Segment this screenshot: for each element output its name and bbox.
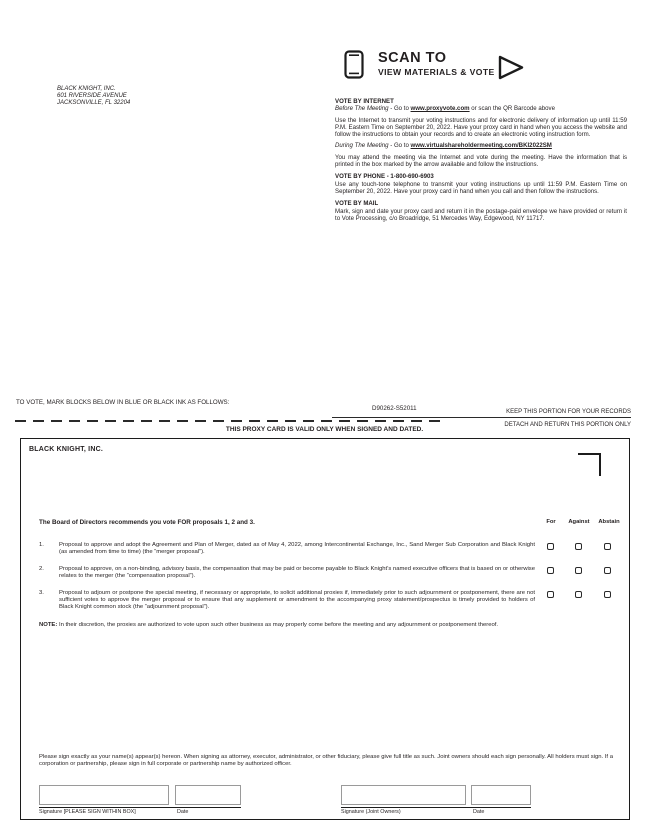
signature-left-label: Signature [PLEASE SIGN WITHIN BOX] [39,809,136,815]
document-code: D90262-S52011 [372,405,417,412]
mail-paragraph: Mark, sign and date your proxy card and return it in the postage-paid envelope we have provided or return it to Vote Processing, c/o Broadridge, 51 Mercedes Way, Edgewood, NY 11717. [335,207,627,222]
valid-when-signed-text: THIS PROXY CARD IS VALID ONLY WHEN SIGNED AND DATED. [225,426,424,433]
return-address [57,86,130,108]
company-name: BLACK KNIGHT, INC. [29,446,103,453]
before-meeting-suffix: or scan the QR Barcode above [469,105,555,113]
separator-solid-line [332,417,631,418]
return-address-line2: 601 RIVERSIDE AVENUE [57,93,127,100]
proposal-1-for-checkbox[interactable] [547,543,554,550]
proposal-3-against-checkbox[interactable] [575,591,582,598]
proposal-2-number: 2. [39,566,44,572]
proposal-1-abstain-checkbox[interactable] [604,543,611,550]
proposal-1-number: 1. [39,542,44,548]
proposal-2-against-checkbox[interactable] [575,567,582,574]
proposal-1-text: Proposal to approve and adopt the Agreement and Plan of Merger, dated as of May 4, 2022, among Intercontinental Exchange, Inc., Sand Merger Sub Corporation and Black Knight (as amended from time to time) (the “merger proposal”). [59,542,535,555]
proposal-3-abstain-checkbox[interactable] [604,591,611,598]
joint-signature-date-box[interactable] [471,785,531,805]
vote-by-internet-heading: VOTE BY INTERNET [335,98,394,105]
before-meeting-line [335,105,627,112]
scan-to-block [378,50,495,77]
vote-by-phone-heading: VOTE BY PHONE - 1-800-690-6903 [335,173,434,181]
during-meeting-line [335,142,627,149]
signature-right-line [341,807,531,808]
internet-during-paragraph: You may attend the meeting via the Internet and vote during the meeting. Have the information that is printed in the box marked by the arrow available and follow the instructions. [335,153,627,169]
mark-blocks-instruction: TO VOTE, MARK BLOCKS BELOW IN BLUE OR BLACK INK AS FOLLOWS: [16,399,230,406]
signature-right-label: Signature (Joint Owners) [341,809,401,815]
vote-instructions-column [335,98,627,222]
return-address-line1: BLACK KNIGHT, INC. [57,86,116,92]
internet-before-paragraph: Use the Internet to transmit your voting instructions and for electronic delivery of information up until 11:59 P.M. Eastern Time on September 20, 2022. Have your proxy card in hand when you access the website and follow the instructions to obtain your records and to create an electronic voting instruction form. [335,116,627,139]
scan-title: SCAN TO [378,50,447,66]
column-header-for: For [546,519,556,525]
signature-left-date-label: Date [177,809,189,815]
signature-right-date-label: Date [473,809,485,815]
scan-subtitle: VIEW MATERIALS & VOTE [378,67,495,77]
before-meeting-label: Before The Meeting [335,105,389,113]
proposal-2-abstain-checkbox[interactable] [604,567,611,574]
sign-instructions: Please sign exactly as your name(s) appear(s) hereon. When signing as attorney, executor, administrator, or other fiduciary, please give full title as such. Joint owners should each sign personally. All holders must sign. If a corporation or partnership, please sign in full corporate or partnership name by authorized officer. [39,754,613,767]
proposal-2-for-checkbox[interactable] [547,567,554,574]
virtual-meeting-link[interactable]: www.virtualshareholdermeeting.com/BKI2022SM [410,142,552,150]
during-meeting-mid: - Go to [388,142,411,150]
right-triangle-icon [497,54,525,86]
note-paragraph [39,622,543,629]
corner-registration-mark [578,453,601,476]
proxyvote-link[interactable]: www.proxyvote.com [410,105,470,113]
proposal-3-text: Proposal to adjourn or postpone the special meeting, if necessary or appropriate, to solicit additional proxies if, immediately prior to such adjournment or postponement, there are not sufficient votes to approve the merger proposal or to ensure that any supplement or amendment to the accompanying proxy statement/prospectus is timely provided to holders of Black Knight common stock (the “adjournment proposal”). [59,590,535,610]
board-recommendation: The Board of Directors recommends you vote FOR proposals 1, 2 and 3. [39,519,255,526]
during-meeting-label: During The Meeting [335,142,389,150]
note-label: NOTE: [39,622,58,628]
phone-paragraph: Use any touch-tone telephone to transmit your voting instructions up until 11:59 P.M. Eastern Time on September 20, 2022. Have your proxy card in hand when you call and then follow the instructions. [335,180,627,195]
column-header-against: Against [568,519,590,525]
column-header-abstain: Abstain [598,519,620,525]
proposal-2-text: Proposal to approve, on a non-binding, advisory basis, the compensation that may be paid or become payable to Black Knight’s named executive officers that is based on or otherwise relates to the merger (the “compensation proposal”). [59,566,535,579]
detach-portion-text: DETACH AND RETURN THIS PORTION ONLY [504,422,631,428]
smartphone-icon [344,50,364,84]
joint-signature-box[interactable] [341,785,466,805]
proposal-3-number: 3. [39,590,44,596]
vote-by-mail-heading: VOTE BY MAIL [335,200,379,208]
keep-portion-text: KEEP THIS PORTION FOR YOUR RECORDS [506,409,631,415]
signature-date-box[interactable] [175,785,241,805]
proposal-1-against-checkbox[interactable] [575,543,582,550]
signature-left-line [39,807,241,808]
note-text: In their discretion, the proxies are authorized to vote upon such other business as may properly come before the meeting and any adjournment or postponement thereof. [57,622,499,628]
signature-box[interactable] [39,785,169,805]
before-meeting-mid: - Go to [388,105,411,113]
proxy-ballot-card [20,438,630,820]
perforation-dashed-line [15,420,447,422]
return-address-line3: JACKSONVILLE, FL 32204 [57,100,131,107]
proposal-3-for-checkbox[interactable] [547,591,554,598]
